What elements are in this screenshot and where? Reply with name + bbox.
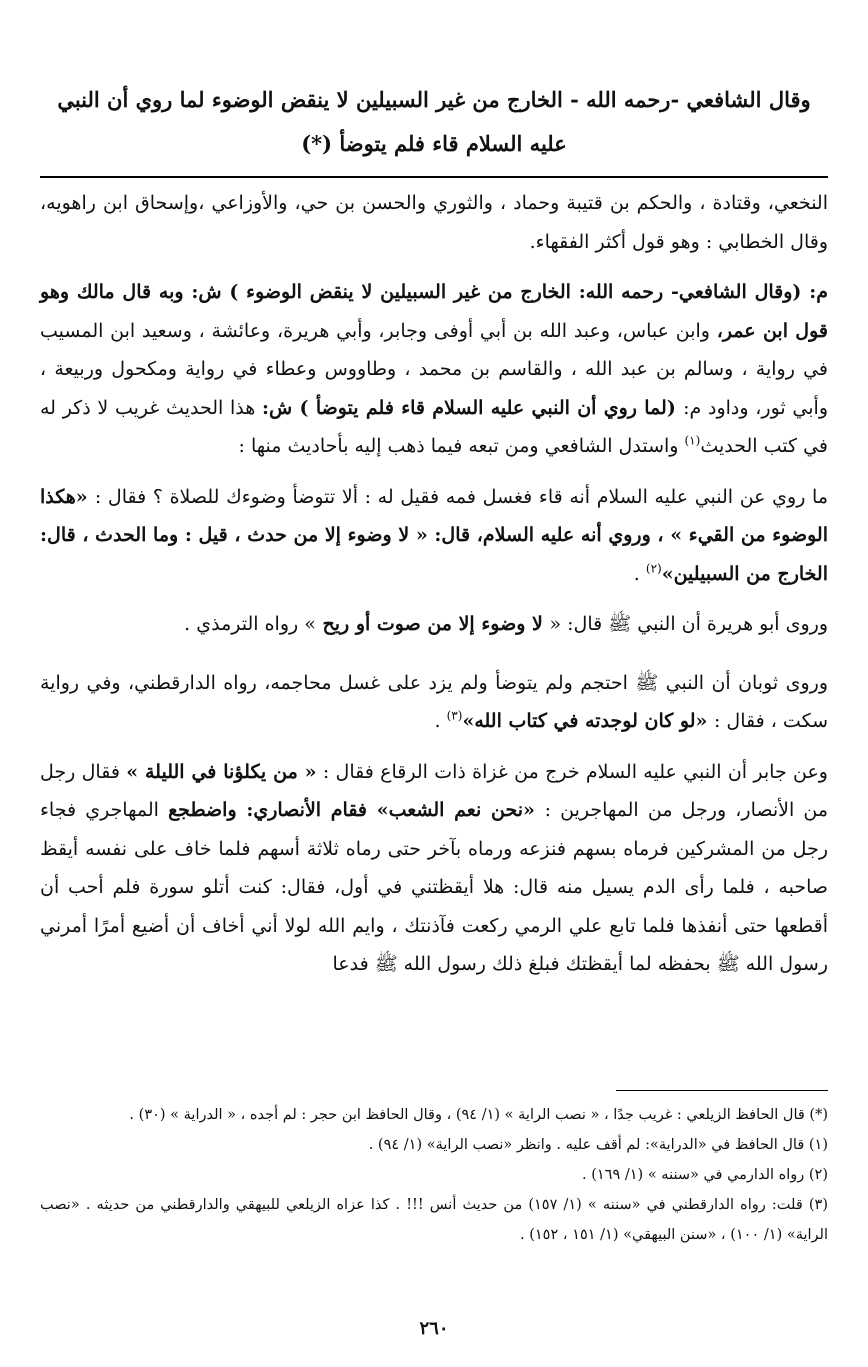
bold-phrase: «هكذا الوضوء من القيء » ، وروي أنه عليه السلام، قال: « لا وضوء إلا من حدث ، قيل : وما الحدث ، قال: الخارج من السبيلين» — [40, 485, 828, 585]
footnote-2: (٢) رواه الدارمي في «سننه » (١/ ١٦٩) . — [581, 1167, 828, 1183]
text-run: هذا الحديث غريب لا ذكر له في كتب الحديث — [40, 396, 828, 457]
bold-phrase: (لما روي أن النبي عليه السلام قاء فلم يتوضأ ) ش: — [262, 396, 684, 419]
footnote-divider — [616, 1090, 828, 1091]
bold-phrase: م: (وقال الشافعي- رحمه الله: الخارج من غير السبيلين لا ينقض الوضوء ) ش: وبه قال مالك وهو قول ابن عمر، — [40, 281, 829, 342]
text-run: وروى ثوبان أن النبي ﷺ احتجم ولم يتوضأ ولم يزد على غسل محاجمه، رواه الدارقطني، وفي رواية سكت ، فقال : — [40, 671, 828, 732]
paragraph-5 — [40, 664, 828, 741]
section-heading: وقال الشافعي -رحمه الله - الخارج من غير السبيلين لا ينقض الوضوء لما روي أن النبي عليه السلام قاء فلم يتوضأ (*) — [57, 87, 811, 156]
paragraph-6 — [40, 753, 828, 984]
text-run: » رواه الترمذي . — [184, 613, 316, 635]
main-text — [40, 184, 828, 996]
document-page — [40, 0, 828, 1367]
text-run: وعن جابر أن النبي عليه السلام خرج من غزاة ذات الرقاع فقال : — [316, 760, 828, 783]
text-run: المهاجري فجاء رجل من المشركين فرماه بسهم فنزعه ورماه بآخر حتى رماه ثلاثة أسهم فلما خاف على نفسه أيقظ صاحبه ، فلما رأى الدم يسيل منه قال: هلا أيقظتني في أول، فقال: كنت أتلو سورة فلم أحب أن أقطعها حتى أنفذها فلما تابع علي الرمي ركعت فآذنتك ، وايم الله لولا أني أخاف أن أضيع أمرًا أمرني رسول الله ﷺ بحفظه لما أيقظتك فبلغ ذلك رسول الله ﷺ فدعا — [40, 799, 828, 975]
text-run: . — [434, 710, 447, 732]
bold-phrase: «لو كان لوجدته في كتاب الله» — [462, 710, 714, 732]
footnote-star: (*) قال الحافظ الزيلعي : غريب جدًا ، « نصب الراية » (١/ ٩٤) ، وقال الحافظ ابن حجر : لم أجده ، « الدراية » (٣٠) . — [129, 1107, 828, 1123]
bold-phrase: لا وضوء إلا من صوت أو ريح — [315, 613, 550, 635]
footnotes — [40, 1100, 828, 1250]
bold-phrase: «نحن نعم الشعب» فقام الأنصاري: واضطجع — [168, 799, 545, 821]
text-run: وروى أبو هريرة أن النبي ﷺ قال: « — [549, 613, 828, 635]
footnote-ref: (٣) — [446, 708, 463, 723]
text-run: وابن عباس، وعبد الله بن أبي أوفى وجابر، وأبي هريرة، وعائشة ، وسعيد ابن المسيب في رواية ، وسالم بن عبد الله ، والقاسم بن محمد ، وطاووس وعطاء في رواية ومكحول وربيعة ، وأبي ثور، وداود م: — [40, 319, 828, 419]
text-run: فقال رجل من الأنصار، ورجل من المهاجرين : — [40, 760, 829, 821]
footnote-3: (٣) قلت: رواه الدارقطني في «سننه » (١/ ١٥٧) من حديث أنس !!! . كذا عزاه الزيلعي للبيهقي والدارقطني من حديثه . «نصب الراية» (١/ ١٠٠) ، «سنن البيهقي» (١/ ١٥١ ، ١٥٢) . — [40, 1197, 829, 1243]
footnote-1: (١) قال الحافظ في «الدراية»: لم أقف عليه . وانظر «نصب الراية» (١/ ٩٤) . — [368, 1137, 828, 1153]
text-run: ما روي عن النبي عليه السلام أنه قاء فغسل فمه فقيل له : ألا تتوضأ وضوءك للصلاة ؟ فقال : — [94, 485, 828, 508]
text-run: واستدل الشافعي ومن تبعه فيما ذهب إليه بأحاديث منها : — [238, 435, 685, 457]
footnote-ref: (٢) — [645, 561, 662, 576]
paragraph-4 — [40, 605, 828, 644]
paragraph-2 — [40, 273, 828, 466]
page-number: ٢٦٠ — [419, 1318, 449, 1339]
bold-phrase: « من يكلؤنا في الليلة » — [126, 760, 317, 783]
footnote-ref: (١) — [684, 433, 701, 448]
paragraph-3 — [40, 478, 828, 594]
text-run: . — [633, 562, 646, 585]
paragraph-1: النخعي، وقتادة ، والحكم بن قتيبة وحماد ، والثوري والحسن بن حي، والأوزاعي ،وإسحاق ابن راهويه، وقال الخطابي : وهو قول أكثر الفقهاء. — [40, 192, 828, 253]
heading-divider — [40, 176, 828, 178]
